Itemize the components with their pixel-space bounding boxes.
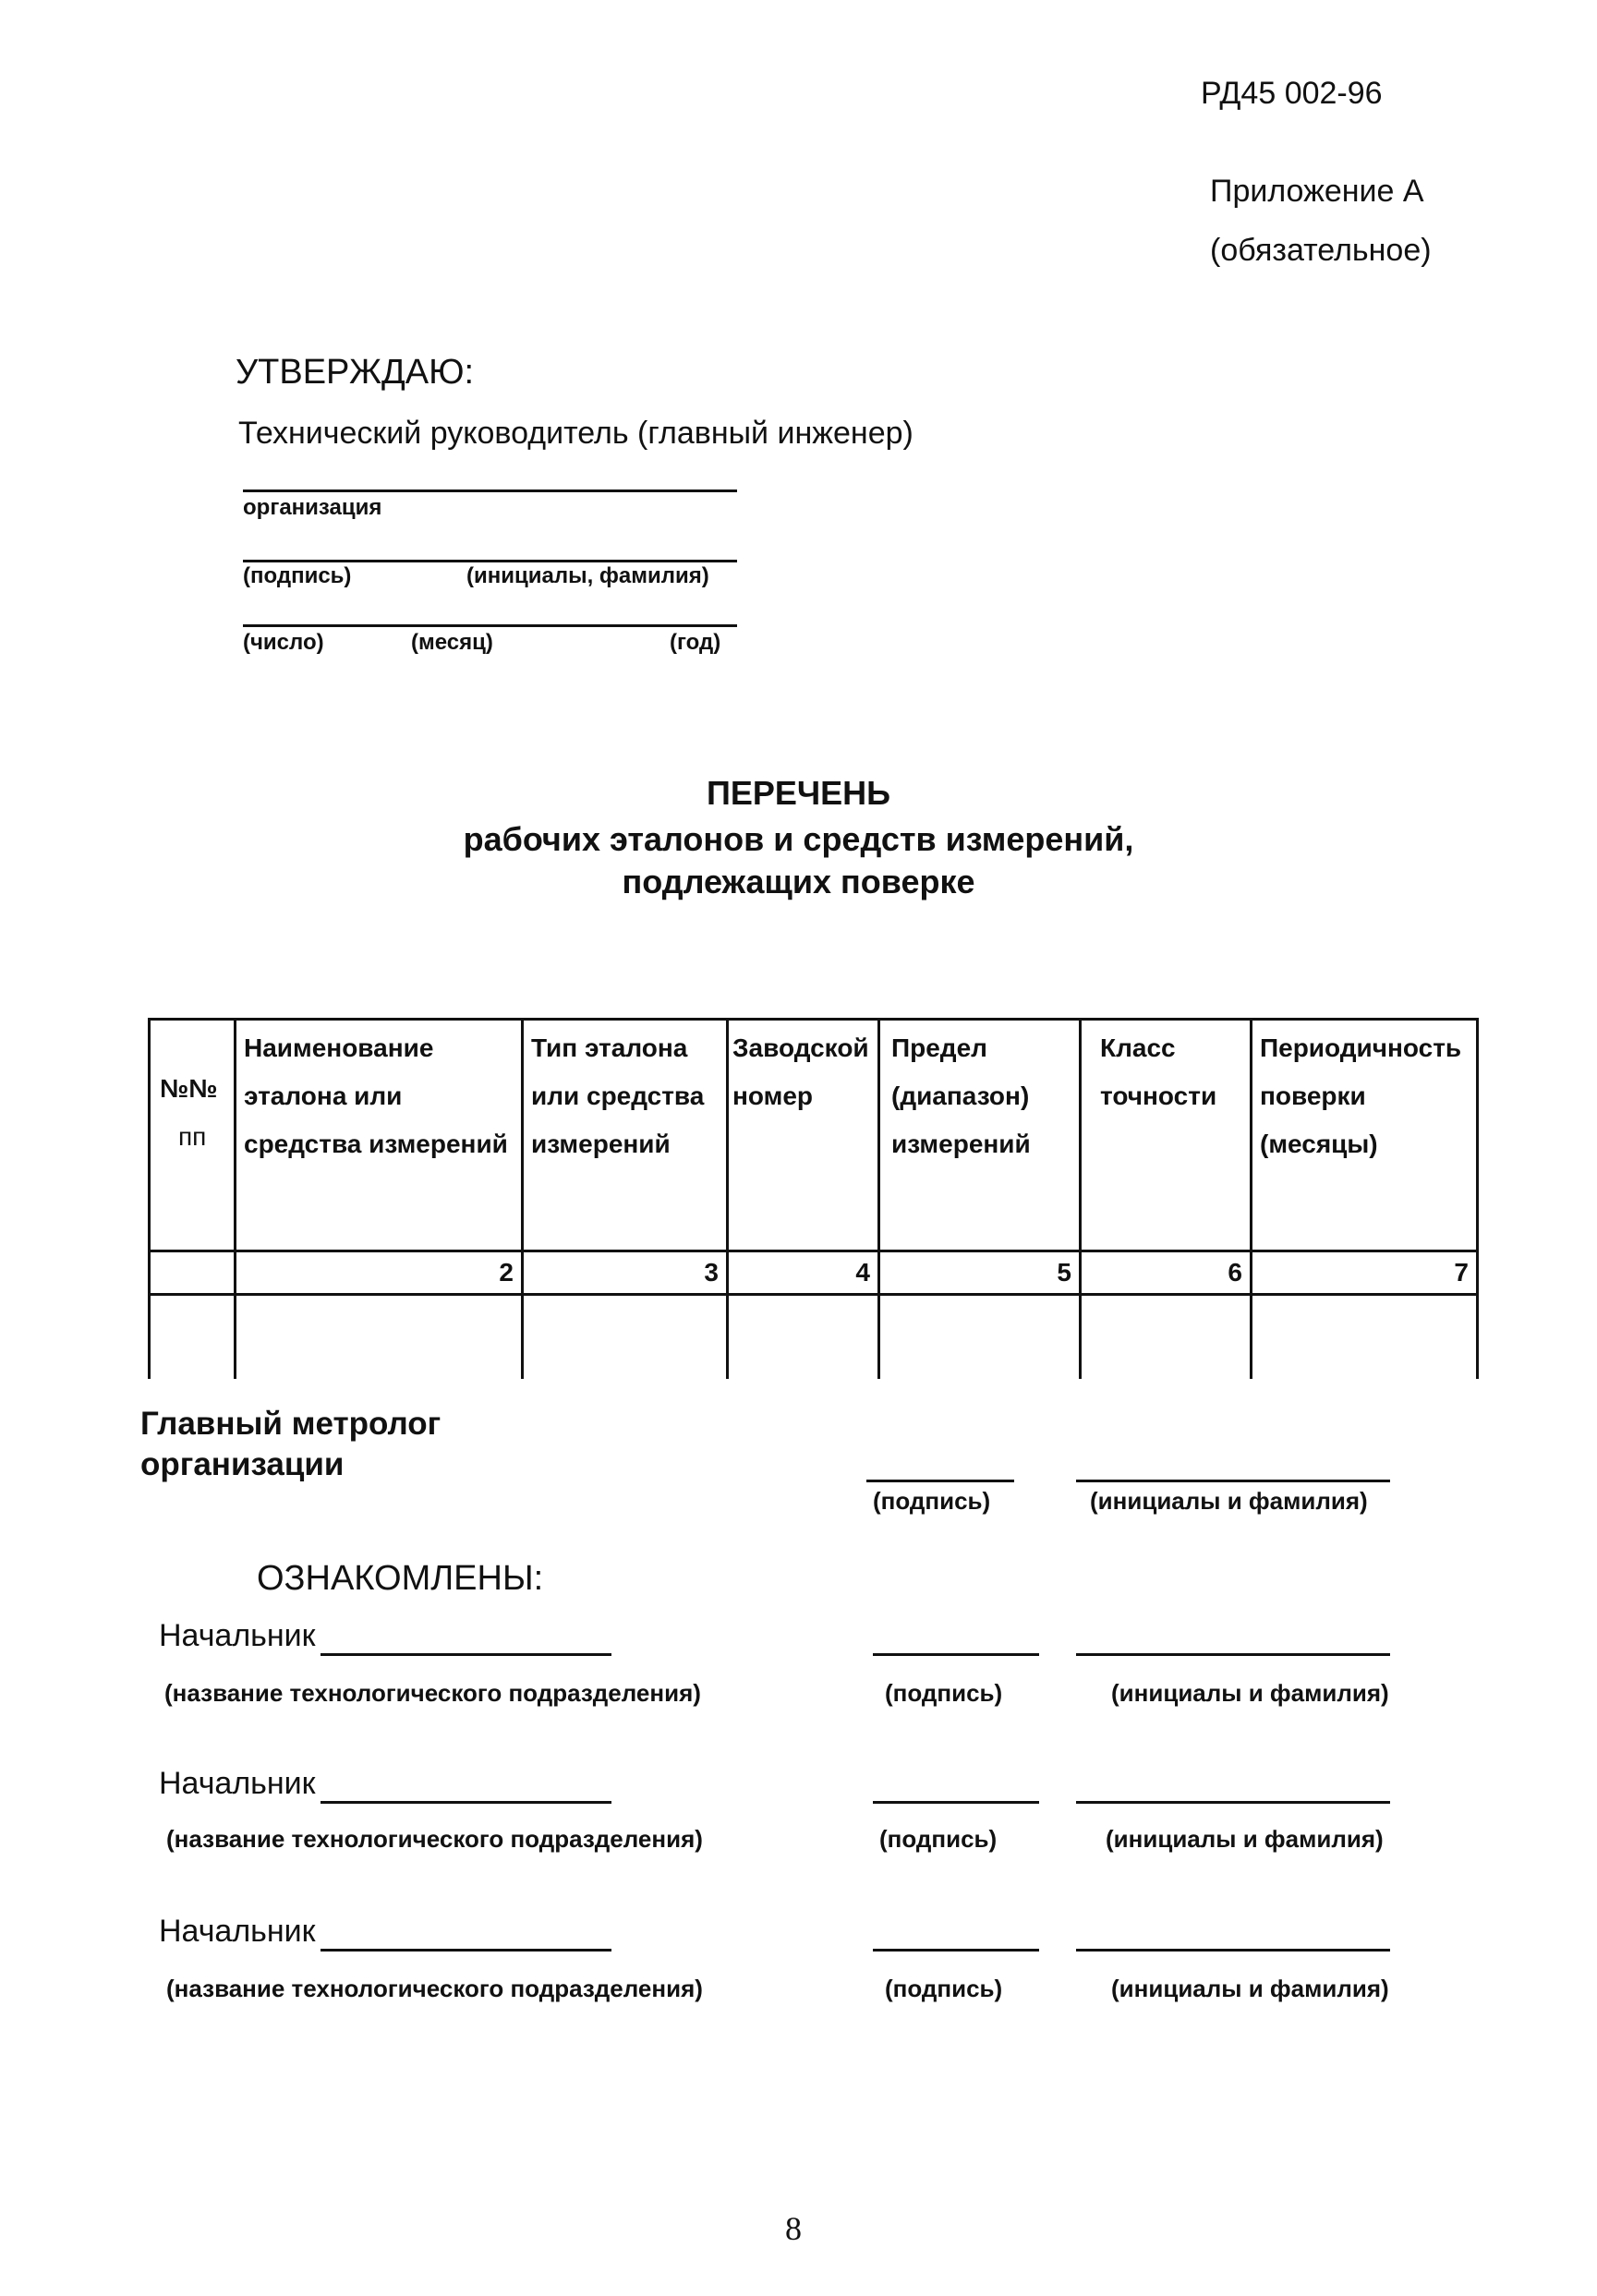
header-cell-serial: [728, 1020, 879, 1251]
list-subtitle-line1: рабочих эталонов и средств измерений,: [463, 820, 1134, 858]
column-number: 5: [879, 1251, 1081, 1295]
chief-label: Начальник: [159, 1766, 316, 1801]
header-cell-number: [150, 1020, 236, 1251]
header-text: Тип эталона: [531, 1033, 688, 1062]
header-text: номер: [732, 1082, 814, 1110]
header-text: пп: [178, 1122, 207, 1151]
header-text: поверки: [1260, 1082, 1366, 1110]
name-caption: (инициалы и фамилия): [1111, 1679, 1389, 1707]
column-number: [150, 1251, 236, 1295]
column-number: 3: [523, 1251, 728, 1295]
metrologist-org: организации: [140, 1446, 345, 1482]
header-text: эталона или: [244, 1082, 403, 1110]
table-row: [150, 1295, 1478, 1380]
header-cell-type: [523, 1020, 728, 1251]
signature-line: [873, 1949, 1039, 1952]
table-cell[interactable]: [1081, 1295, 1252, 1380]
document-code: РД45 002-96: [1201, 76, 1383, 111]
signature-line: [873, 1801, 1039, 1804]
name-caption: (инициалы, фамилия): [466, 563, 709, 588]
metrologist-signature-line: [866, 1480, 1014, 1482]
table-cell[interactable]: [236, 1295, 523, 1380]
header-text: Предел: [891, 1033, 987, 1062]
column-number: 7: [1252, 1251, 1478, 1295]
list-subtitle-line2: подлежащих поверке: [622, 863, 975, 900]
signature-line: [873, 1653, 1039, 1656]
chief-label: Начальник: [159, 1914, 316, 1949]
header-text: №№: [160, 1074, 218, 1103]
column-number: 2: [236, 1251, 523, 1295]
name-line: [1076, 1949, 1390, 1952]
metrologist-name-caption: (инициалы и фамилия): [1090, 1487, 1368, 1515]
organization-caption: организация: [243, 495, 382, 520]
metrologist-title: Главный метролог: [140, 1406, 442, 1442]
metrologist-name-line: [1076, 1480, 1390, 1482]
acquainted-heading: ОЗНАКОМЛЕНЫ:: [257, 1559, 544, 1598]
chief-label: Начальник: [159, 1618, 316, 1653]
appendix-label: Приложение А: [1210, 174, 1424, 209]
instruments-table: [148, 1018, 1479, 1379]
department-caption: (название технологического подразделения): [166, 1825, 703, 1853]
header-text: Периодичность: [1260, 1033, 1462, 1062]
header-text: или средства: [531, 1082, 705, 1110]
signature-caption: (подпись): [885, 1975, 1003, 2002]
department-caption: (название технологического подразделения): [164, 1679, 701, 1707]
approval-role: Технический руководитель (главный инженер): [238, 416, 913, 451]
header-text: Наименование: [244, 1033, 434, 1062]
header-text: измерений: [531, 1130, 671, 1158]
header-text: Класс: [1100, 1033, 1176, 1062]
department-caption: (название технологического подразделения): [166, 1975, 703, 2002]
metrologist-signature-caption: (подпись): [873, 1487, 991, 1515]
header-cell-name: [236, 1020, 523, 1251]
name-caption: (инициалы и фамилия): [1106, 1825, 1384, 1853]
header-text: измерений: [891, 1130, 1031, 1158]
department-line: [321, 1949, 611, 1952]
header-cell-range: [879, 1020, 1081, 1251]
signature-line: [243, 560, 737, 562]
department-line: [321, 1653, 611, 1656]
header-cell-accuracy: [1081, 1020, 1252, 1251]
table-cell[interactable]: [523, 1295, 728, 1380]
year-caption: (год): [670, 630, 721, 655]
date-line: [243, 624, 737, 627]
name-line: [1076, 1653, 1390, 1656]
header-text: (месяцы): [1260, 1130, 1378, 1158]
organization-line: [243, 489, 737, 492]
column-number: 6: [1081, 1251, 1252, 1295]
header-text: средства измерений: [244, 1130, 508, 1158]
table-cell[interactable]: [728, 1295, 879, 1380]
column-number-row: [150, 1251, 1478, 1295]
name-caption: (инициалы и фамилия): [1111, 1975, 1389, 2002]
appendix-type: (обязательное): [1210, 233, 1432, 268]
header-text: Заводской: [732, 1033, 869, 1062]
column-number: 4: [728, 1251, 879, 1295]
department-line: [321, 1801, 611, 1804]
header-text: точности: [1100, 1082, 1217, 1110]
signature-caption: (подпись): [885, 1679, 1003, 1707]
table-cell[interactable]: [1252, 1295, 1478, 1380]
page-number: 8: [785, 2210, 802, 2247]
header-text: (диапазон): [891, 1082, 1030, 1110]
header-cell-period: [1252, 1020, 1478, 1251]
month-caption: (месяц): [411, 630, 493, 655]
signature-caption: (подпись): [879, 1825, 998, 1853]
list-title: ПЕРЕЧЕНЬ: [706, 774, 891, 812]
table-header-row: [150, 1020, 1478, 1251]
day-caption: (число): [243, 630, 324, 655]
table-cell[interactable]: [879, 1295, 1081, 1380]
signature-caption: (подпись): [243, 563, 352, 588]
name-line: [1076, 1801, 1390, 1804]
approval-heading: УТВЕРЖДАЮ:: [236, 353, 475, 392]
table-cell[interactable]: [150, 1295, 236, 1380]
